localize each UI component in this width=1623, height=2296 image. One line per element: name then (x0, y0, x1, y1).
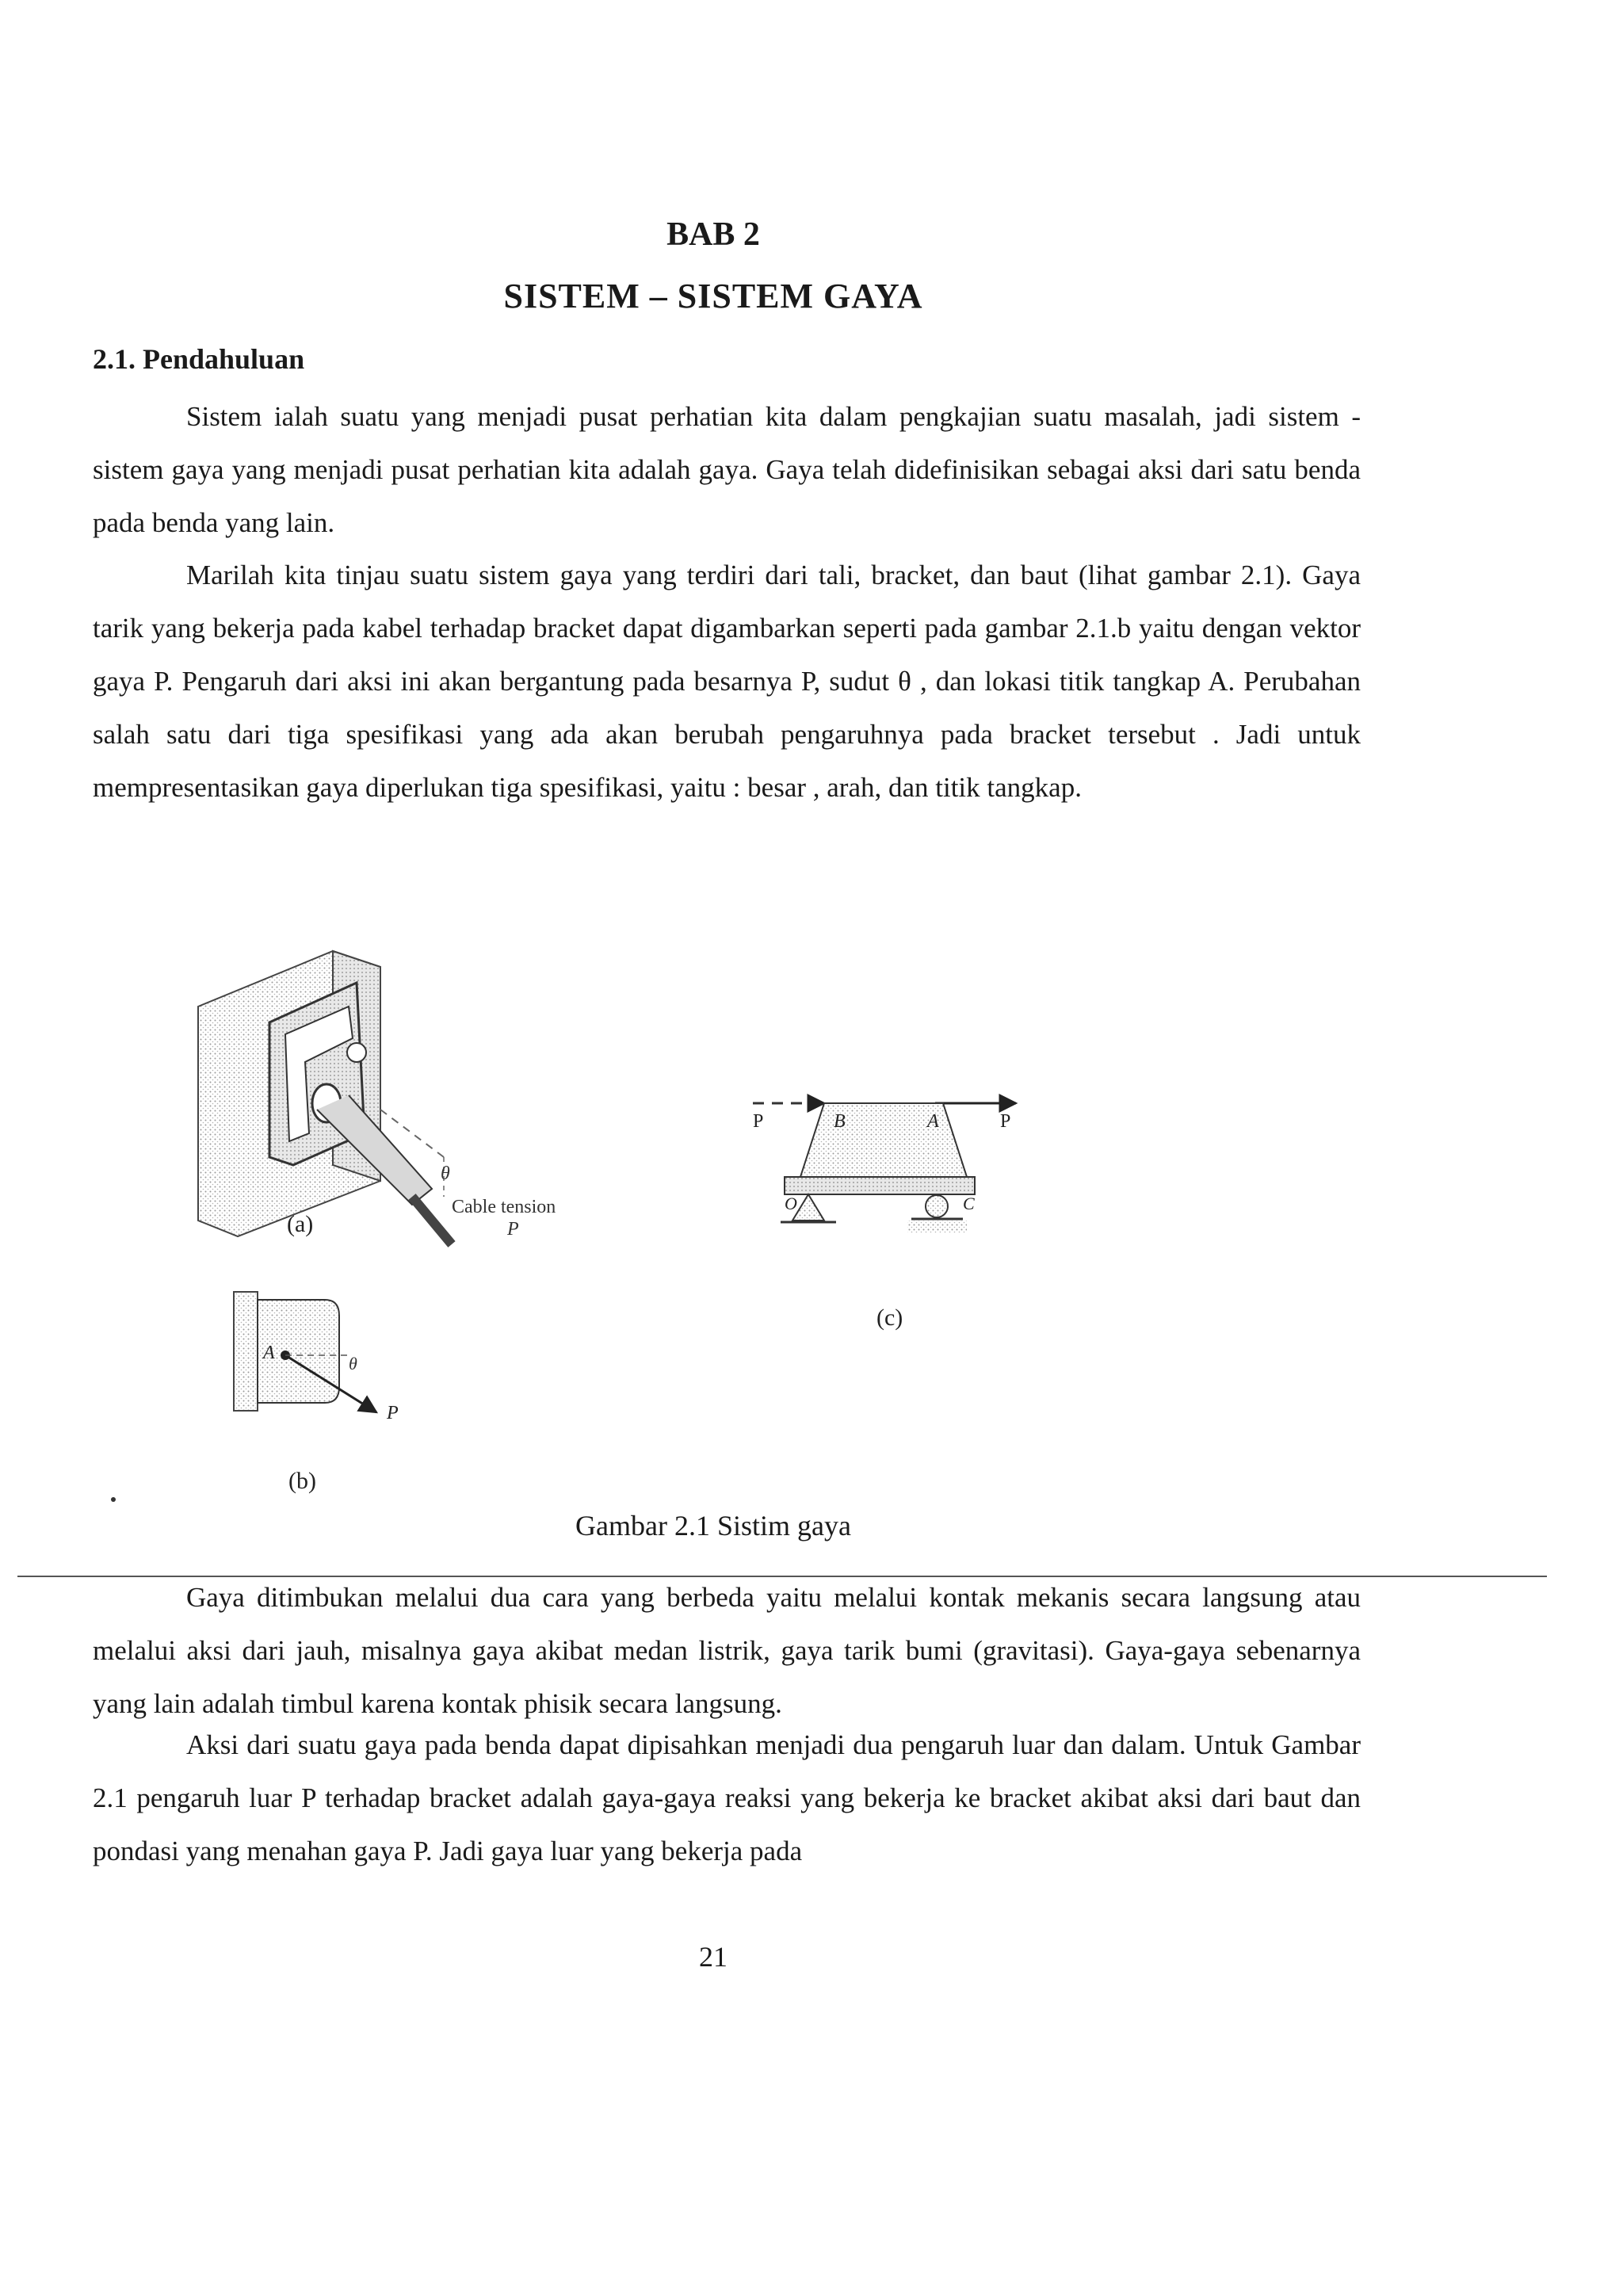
figure-a-drawing (198, 951, 452, 1244)
figure-c-p-left: P (753, 1111, 764, 1132)
paragraph-4-text: Aksi dari suatu gaya pada benda dapat dipisahkan menjadi dua pengaruh luar dan dalam. Untuk Gambar 2.1 pengaruh luar P terhadap bracket adalah gaya-gaya reaksi yang bekerja ke bracket akibat aksi dari baut dan pondasi yang menahan gaya P. Jadi gaya luar yang bekerja pada (93, 1729, 1361, 1866)
figure-c-p-right: P (1000, 1111, 1011, 1132)
figure-c-point-o: O (785, 1194, 797, 1213)
figure-c-point-c: C (963, 1194, 975, 1213)
figure-2-1 (0, 896, 1623, 1506)
paragraph-1 (93, 390, 1361, 549)
figure-c-point-b: B (834, 1111, 846, 1132)
figure-a-p: P (507, 1219, 519, 1240)
figure-b-theta: θ (349, 1354, 357, 1373)
figure-b-p: P (387, 1403, 399, 1423)
figure-a-label: (a) (287, 1211, 314, 1237)
paragraph-1-text: Sistem ialah suatu yang menjadi pusat perhatian kita dalam pengkajian suatu masalah, jadi sistem - sistem gaya yang menjadi pusat perhatian kita adalah gaya. Gaya telah didefinisikan sebagai aksi dari satu benda pada benda yang lain. (93, 401, 1361, 538)
section-heading: 2.1. Pendahuluan (93, 343, 305, 375)
paragraph-2 (93, 548, 1361, 814)
figure-c-point-a: A (927, 1111, 939, 1132)
figure-c-label: (c) (876, 1305, 903, 1331)
figure-c-drawing (753, 1103, 1016, 1233)
paragraph-3-text: Gaya ditimbukan melalui dua cara yang berbeda yaitu melalui kontak mekanis secara langsung atau melalui aksi dari jauh, misalnya gaya akibat medan listrik, gaya tarik bumi (gravitasi). Gaya-gaya sebenarnya yang lain adalah timbul karena kontak phisik secara langsung. (93, 1582, 1361, 1719)
figure-a-cable-tension: Cable tension (452, 1197, 556, 1217)
figure-caption: Gambar 2.1 Sistim gaya (575, 1510, 851, 1541)
paragraph-2-text: Marilah kita tinjau suatu sistem gaya yang terdiri dari tali, bracket, dan baut (lihat gambar 2.1). Gaya tarik yang bekerja pada kabel terhadap bracket dapat digambarkan seperti pada gambar 2.1.b yaitu dengan vektor gaya P. Pengaruh dari aksi ini akan bergantung pada besarnya P, sudut θ , dan lokasi titik tangkap A. Perubahan salah satu dari tiga spesifikasi yang ada akan berubah pengaruhnya pada bracket tersebut . Jadi untuk mempresentasikan gaya diperlukan tiga spesifikasi, yaitu : besar , arah, dan titik tangkap. (93, 560, 1361, 803)
chapter-title: SISTEM – SISTEM GAYA (503, 277, 923, 315)
paragraph-4 (93, 1718, 1361, 1878)
figure-b-point-a: A (263, 1343, 275, 1363)
chapter-number: BAB 2 (666, 216, 760, 253)
paragraph-3 (93, 1571, 1361, 1730)
figure-b-label: (b) (288, 1468, 316, 1494)
figure-b-drawing (234, 1292, 376, 1412)
figure-a-theta: θ (441, 1163, 450, 1184)
page-number: 21 (699, 1941, 727, 1973)
